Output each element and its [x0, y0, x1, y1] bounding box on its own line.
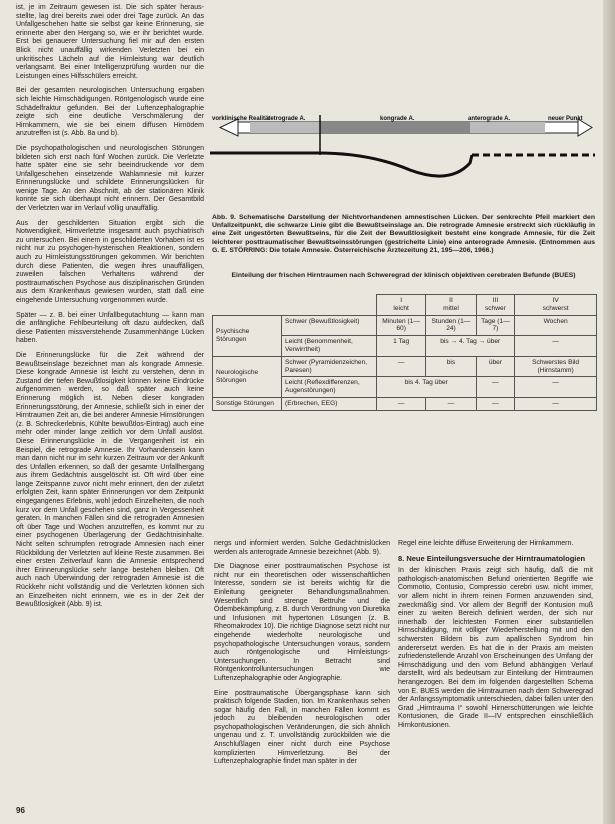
- table-group-cell: Sonstige Störungen: [213, 397, 282, 410]
- table-cell: —: [515, 336, 597, 357]
- table-row: [213, 315, 597, 336]
- table-cell: Schwerstes Bild (Hirnstamm): [515, 356, 597, 377]
- table-header-cell: II mittel: [426, 295, 476, 316]
- amnesia-diagram: [210, 115, 595, 213]
- table-header-cell: IV schwerst: [515, 295, 597, 316]
- table-label-cell: Leicht (Reflexdifferenzen, Augenstörungen): [282, 377, 377, 398]
- table-cell: —: [476, 397, 515, 410]
- table-cell: Minuten (1—60): [377, 315, 426, 336]
- section-heading: 8. Neue Einteilungsversuche der Hirntraumatologien: [398, 553, 586, 563]
- label-retrograde: retrograde A.: [268, 116, 306, 122]
- table-header-cell: III schwer: [476, 295, 515, 316]
- table-group-cell: Neurologische Störungen: [213, 356, 282, 397]
- page-number: 96: [16, 806, 25, 815]
- table-cell: —: [515, 377, 597, 398]
- classification-table: [212, 294, 597, 411]
- table-cell: bis: [426, 356, 476, 377]
- paragraph: Die Diagnose einer posttraumatischen Psychose ist nicht nur ein theoretischen oder wissenschaftlichen Interesse, sondern sie ist bereits wichtig für die Einleitung geeigneter Behandlungsmaßnahmen. Wesentlich sind strenge Bettruhe und die Ödembekämpfung, z. B. durch Verordnung von Diuretika und Infusionen mit hypertonen Lösungen (z. B. Rheomakrodex 10). Die richtige Diagnose setzt nicht nur eingehende wiederholte neurologische und psychopathologische Untersuchungen voraus, sondern auch röntgenologische und Hirnleistungs-Untersuchungen. In Betracht sind Röntgenkontrolluntersuchungen wie Luftenzephalographie oder Angiographie.: [214, 563, 390, 682]
- text-column-middle: [214, 540, 390, 773]
- paragraph: Die Erinnerungslücke für die Zeit während der Bewußtseinslage bezeichnet man als kongrade Amnesie. Diese kongrade Amnesie ist leicht zu verstehen, denn in Zustand der tiefen Bewußtlosigkeit können keine Eindrücke aufgenommen werden, so daß später auch keine Erinnerung möglich ist. Neben dieser kongraden Erinnerungsstörung, der Amnesie, schließt sich in einer der Hirntraumen Zeit an, die bei anderer Amnesie Hirnstörungen (z. B. Schreckerlebnis, Kühlte bewußtlos-Eintrag) auch eine mehr oder minder lange zeitlich vor dem Unfall auslöst. Diese Erinnerungslücke in die Vergangenheit ist ein Beispiel, die retrograde Amnesie. Ihr Vorhandensein kann man dann nicht nur im sehr kurzen Zeitraum vor der Ankunft des Unfallen erkennen, so daß der gesamte Unfallhergang aus ihrem Gedächtnis ausgelöscht ist. Oft wird über eine lange Zeitspanne zuvor nicht mehr erinnert, den der zuletzt erfolgten Zeit, kann später Erinnerungen vor dem Zeitpunkt eingegangenes Erlebnis, wohl jedoch Einzelheiten, die noch kurz vor dem Unfall geschehen sind, ganz in Vergessenheit geraten. In manchen Fällen sind die retrograden Amnesien oft über Tage und Wochen anzutreffen, es kommt nur zu einer psychogenen Überlagerung der Gedächtnisinhalte. Nicht selten schrumpfen retrograde Amnesien nach einer Rückbildung der Verletzten auf kleine Reste zusammen. Bei einer ersten Zeitverlauf kann die Amnesie entsprechend ihrer Erinnerungslücke sehr lange bestehen bleiben. Oft auch nach Überwindung der retrograden Amnesie ist die Rückkehr nicht vollständig und die Verletzten können sich an Einzelheiten nicht erinnern, wie es in der Zeit der Bewußtlosigkeit (Abb. 9) ist.: [16, 351, 204, 609]
- table-label-cell: (Erbrechen, EEG): [282, 397, 377, 410]
- paragraph: Bei der gesamten neurologischen Untersuchung ergaben sich leichte Hirnschädigungen. Röntgenologisch wurde eine Schädelfraktur gefunden. Bei der Luftenzephalographie zeigte sich eine deutliche Verschmälerung der Hirnkammern, wie sie bei einem diffusen Hirnödem anzutreffen ist (s. Abb. 8a und b).: [16, 87, 204, 138]
- table-row: [213, 356, 597, 377]
- figure-caption: Abb. 9. Schematische Darstellung der Nichtvorhandenen amnestischen Lücken. Der senkrechte Pfeil markiert den Unfallzeitpunkt, die schwarze Linie gibt die Bewußtseinslage an. Die retrograde Amnesie erstreckt sich rückläufig in eine Zeit ungestörten Bewußtseins, für die Zeit der Bewußtlosigkeit besteht eine kongrade Amnesie, für die Zeit leichterer posttraumatischer Bewußtseinsstörungen (gestrichelte Linie) eine anterograde Amnesie. (Entnommen aus G. E. STÖRRING: Die totale Amnesie. Österreichische Ärztezeitung 21, 195—206, 1966.): [212, 214, 595, 254]
- table-cell: Tage (1—7): [476, 315, 515, 336]
- paragraph: Später — z. B. bei einer Unfallbegutachtung — kann man die anfängliche Fehlbeurteilung oft dazu aufdecken, daß diese Patienten missverstehende Zusammenhänge Lücken haben.: [16, 311, 204, 345]
- table-cell: —: [476, 377, 515, 398]
- table-row: [213, 295, 597, 316]
- table-header-cell: I leicht: [377, 295, 426, 316]
- table-cell: bis → 4. Tag → über: [426, 336, 515, 357]
- paragraph: Die psychopathologischen und neurologischen Störungen bildeten sich erst nach fünf Wochen zurück. Die Verletzte hatte später eine sie sehr beeindruckende vor dem Unfallgeschehen einsetzende Wahlamnesie mit kurzer Erinnerungslücke und schildete Erinnerungslücken für wenige Tage. An den Abschnitt, ab der stationären Klinik konnte sie sich überhaupt nicht erinnern. Der Gesamtbild der Verletzten war im Verlauf völlig unauffällig.: [16, 144, 204, 213]
- paragraph: In der klinischen Praxis zeigt sich häufig, daß die mit pathologisch-anatomischen Befund orientierten Begriffe wie Commotio, Contusio, Compressio cerebri usw. nicht immer, vor allem nicht in ihrem reinen Formen anzuwenden sind, zweckmäßig sind. Vor allem der Begriff der Kontusion muß einer zu weiten Bereich definiert werden, der sich nur innerhalb der leichtesten Formen einer substantiellen Hirnschädigung, mit völliger Wiederherstellung mit und den schwersten Bildern bis zum apallischen Syndrom hin anderersetzt werden. Es hat die in der Praxis am meisten zufriedenstellende Anzahl von Erscheinungen des Umfang der Hirnschädigung und den vom Befund abhängigen Verlauf darstellt, wird als bedeutsam zur Einteilung der Hirntraumen herangezogen. Bei dem im folgenden dargestellten Schema von E. BUES werden die Hirntraumen nach dem Schweregrad der Anfangssymptomatik unterschieden, dabei fallen unter den Grad „Hirntrauma I“ sowohl Hirnerschütterungen wie leichte Kontusionen, die Grade II—IV entsprechen einschließlich Hirnkontusionen.: [398, 567, 593, 729]
- table-cell: bis 4. Tag über: [377, 377, 477, 398]
- table-label-cell: Schwer (Bewußtlosigkeit): [282, 315, 377, 336]
- table-title: Einteilung der frischen Hirntraumen nach Schweregrad der klinisch objektiven cerebralen Befunde (BUES): [231, 272, 576, 279]
- label-anterograde: anterograde A.: [468, 116, 511, 122]
- paragraph: Eine posttraumatische Übergangsphase kann sich praktisch folgende Stadien, tion. Im Krankenhaus sehen sogar häufig den Fall, in manchen Fällen kommt es jedoch zu bleibenden neurologischen oder psychopathologischen Veränderungen, die sich ähnlich ungenau und z. T. unvollständig zurückbilden wie die Anschlußlagen einer nicht durch eine Psychose komplizierten Hirnverletzung. Bei der Luftenzephalographie findet man später in der: [214, 689, 390, 766]
- page-edge-shadow: [603, 0, 615, 824]
- table-cell: —: [515, 397, 597, 410]
- text-column-left: [16, 4, 204, 616]
- table-cell: Stunden (1—24): [426, 315, 476, 336]
- table-cell: Wochen: [515, 315, 597, 336]
- paragraph: nergs und informiert werden. Solche Gedächtnislücken werden als anterograde Amnesie bezeichnet (Abb. 9).: [214, 540, 390, 556]
- text-column-right: [398, 540, 593, 736]
- label-kongrade: kongrade A.: [380, 116, 415, 122]
- label-vorklinisch: vorklinische Realität: [212, 116, 271, 122]
- paragraph: Regel eine leichte diffuse Erweiterung der Hirnkammern.: [398, 540, 574, 547]
- table-label-cell: Leicht (Benommenheit, Verwirrtheit): [282, 336, 377, 357]
- label-neuer-punkt: neuer Punkt: [548, 116, 583, 122]
- table-cell: —: [377, 397, 426, 410]
- table-cell: —: [377, 356, 426, 377]
- table-label-cell: Schwer (Pyramidenzeichen, Paresen): [282, 356, 377, 377]
- table-row: [213, 397, 597, 410]
- paragraph: Aus der geschilderten Situation ergibt sich die Notwendigkeit, Hirnverletzte insgesamt auch psychiatrisch zu untersuchen. Bei einem in geschilderten Vorhaben ist es nicht nur zu psychogen-hysterischen Reaktionen, sondern auch zu Hirnleistungsstörungen gekommen. Wir berichten durch diese Patienten, die wegen ihres unauffälligen, zuweilen falschen Verhaltens während der posttraumatischen Psychose aus disziplinarischen Gründen aus dem Krankenhaus gewiesen wurden, statt daß eine eingehende Untersuchung vorgenommen wurde.: [16, 219, 204, 304]
- table-cell: —: [426, 397, 476, 410]
- table-group-cell: Psychische Störungen: [213, 315, 282, 356]
- table-cell: über: [476, 356, 515, 377]
- paragraph: ist, je im Zeitraum gewesen ist. Die sich später heraus-stellte, lag drei bereits zwei oder drei Tage zurück. An das Unfallgeschehen hatte sie selbst gar keine Erinnerung, sie erinnerte aber den Hergang so, wie er ihr berichtet wurde. Erst bei genauerer Untersuchung fiel mir auf den ersten Blick nicht unauffällig wirkenden Verletzten bei ein unkritisches Lächeln auf die Hirnleistung war deutlich verlangsamt. Bei einer Intelligenzprüfung wurden nur die Leistungen eines Hilfsschülers erreicht.: [16, 4, 204, 80]
- table-cell: 1 Tag: [377, 336, 426, 357]
